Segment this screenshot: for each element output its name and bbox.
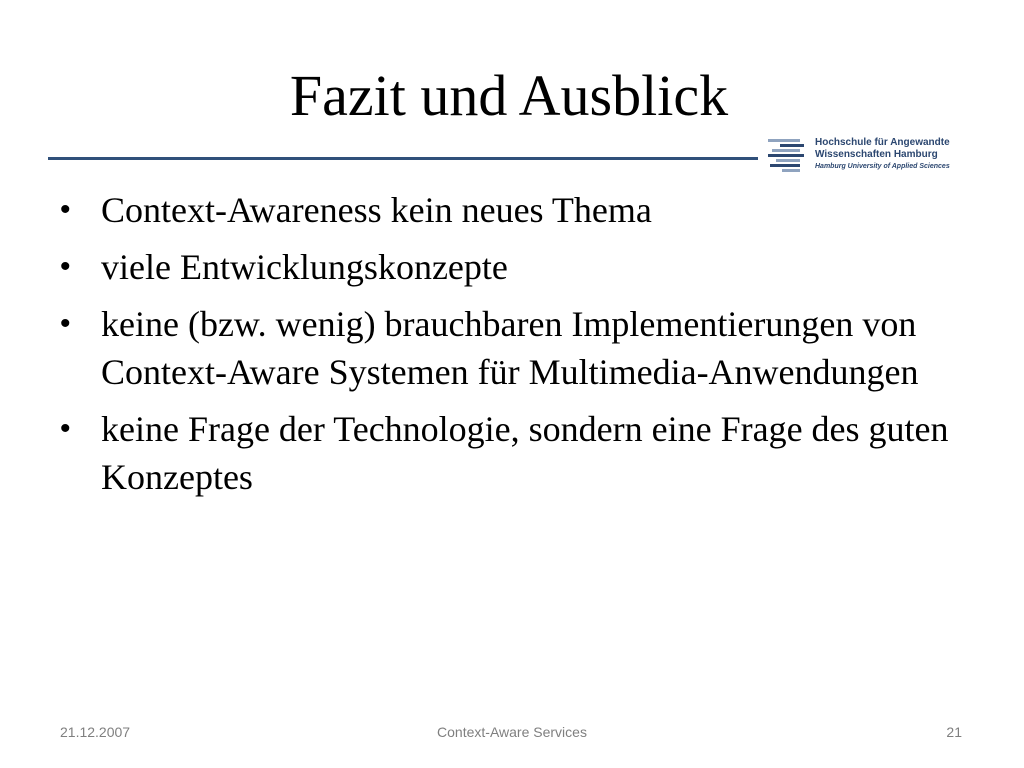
bullet-text: keine (bzw. wenig) brauchbaren Implementierungen von Context-Aware Systemen für Multimedia-Anwendungen [101,304,919,392]
bullet-icon: • [60,193,71,226]
logo-text [815,137,975,172]
bullet-text: Context-Awareness kein neues Thema [101,190,652,230]
bullet-item [60,243,970,291]
bullet-item [60,405,970,501]
footer-page-number: 21 [946,724,962,740]
bullet-list [60,186,970,510]
haw-hamburg-logo-icon [768,137,804,173]
bullet-item [60,300,970,396]
bullet-text: keine Frage der Technologie, sondern eine Frage des guten Konzeptes [101,409,949,497]
bullet-text: viele Entwicklungskonzepte [101,247,508,287]
logo-line-3: Hamburg University of Applied Sciences [815,163,950,170]
logo-line-2: Wissenschaften Hamburg [815,149,938,160]
footer-date: 21.12.2007 [60,724,131,740]
footer-title: Context-Aware Services [437,724,587,740]
bullet-item [60,186,970,234]
title-underline [48,157,758,160]
logo-line-1: Hochschule für Angewandte [815,137,950,148]
bullet-icon: • [60,307,71,340]
slide-title: Fazit und Ausblick [289,63,729,128]
university-logo [768,137,973,175]
bullet-icon: • [60,250,71,283]
bullet-icon: • [60,412,71,445]
